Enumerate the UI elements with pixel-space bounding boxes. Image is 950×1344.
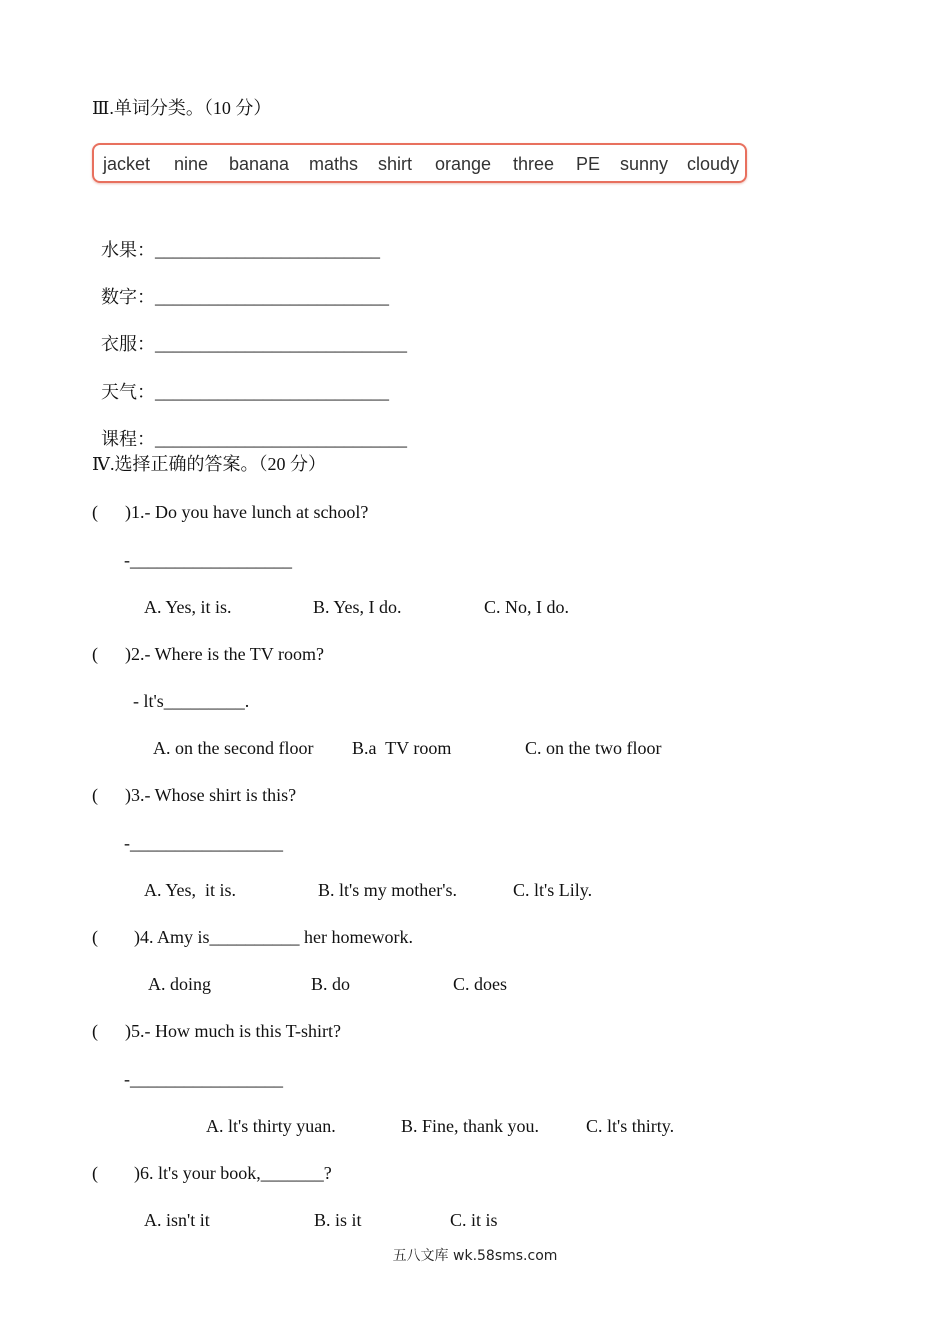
category-label: 衣服： <box>101 334 155 354</box>
question-3-option-c: C. lt's Lily. <box>513 880 593 900</box>
word-three: three <box>513 154 555 174</box>
category-clothes <box>92 311 407 355</box>
question-5-answer-blank[interactable]: -_________________ <box>124 1069 283 1089</box>
section-3-title: Ⅲ.单词分类。（10 分） <box>92 98 272 118</box>
question-3-option-a: A. Yes, it is. <box>144 880 237 900</box>
question-6-option-b: B. is it <box>314 1210 362 1230</box>
question-4-option-c: C. does <box>453 974 507 994</box>
category-subjects <box>92 406 407 450</box>
question-1-option-a: A. Yes, it is. <box>144 597 232 617</box>
question-6-stem: ( )6. lt's your book,_______? <box>92 1163 332 1183</box>
word-bank-box <box>92 143 747 183</box>
question-4-option-a: A. doing <box>148 974 211 994</box>
question-3-option-b: B. lt's my mother's. <box>318 880 457 900</box>
question-4-option-b: B. do <box>311 974 351 994</box>
question-1-option-b: B. Yes, I do. <box>313 597 402 617</box>
category-numbers <box>92 264 389 308</box>
question-5-stem: ( )5.- How much is this T-shirt? <box>92 1021 341 1041</box>
section-4-title: Ⅳ.选择正确的答案。（20 分） <box>92 454 326 474</box>
question-1-stem: ( )1.- Do you have lunch at school? <box>92 502 369 522</box>
answer-blank[interactable]: __________________________ <box>155 287 389 307</box>
word-shirt: shirt <box>378 154 413 174</box>
word-jacket: jacket <box>103 154 151 174</box>
question-2-option-b: B.a TV room <box>352 738 452 758</box>
question-1-option-c: C. No, I do. <box>484 597 569 617</box>
word-cloudy: cloudy <box>687 154 740 174</box>
question-6-option-c: C. it is <box>450 1210 498 1230</box>
category-fruit <box>92 217 380 261</box>
question-5-option-b: B. Fine, thank you. <box>401 1116 539 1136</box>
category-label: 数字： <box>101 287 155 307</box>
footer-watermark: 五八文库 wk.58sms.com <box>392 1248 558 1264</box>
answer-blank[interactable]: _________________________ <box>155 240 380 260</box>
question-5-option-a: A. lt's thirty yuan. <box>206 1116 336 1136</box>
word-maths: maths <box>309 154 359 174</box>
question-6-option-a: A. isn't it <box>144 1210 210 1230</box>
question-5-option-c: C. lt's thirty. <box>586 1116 675 1136</box>
answer-blank[interactable]: __________________________ <box>155 382 389 402</box>
category-weather <box>92 359 389 403</box>
question-2-stem: ( )2.- Where is the TV room? <box>92 644 324 664</box>
question-3-answer-blank[interactable]: -_________________ <box>124 833 283 853</box>
word-orange: orange <box>435 154 492 174</box>
answer-blank[interactable]: ____________________________ <box>155 334 407 354</box>
question-2-option-c: C. on the two floor <box>525 738 662 758</box>
word-pe: PE <box>576 154 601 174</box>
word-banana: banana <box>229 154 290 174</box>
category-label: 课程： <box>101 429 155 449</box>
question-1-answer-blank[interactable]: -__________________ <box>124 550 292 570</box>
word-nine: nine <box>174 154 209 174</box>
question-2-option-a: A. on the second floor <box>153 738 314 758</box>
question-2-answer-blank[interactable]: - lt's_________. <box>133 691 250 711</box>
word-sunny: sunny <box>620 154 669 174</box>
answer-blank[interactable]: ____________________________ <box>155 429 407 449</box>
question-4-stem: ( )4. Amy is__________ her homework. <box>92 927 413 947</box>
category-label: 天气： <box>101 382 155 402</box>
category-label: 水果： <box>101 240 155 260</box>
question-3-stem: ( )3.- Whose shirt is this? <box>92 785 297 805</box>
